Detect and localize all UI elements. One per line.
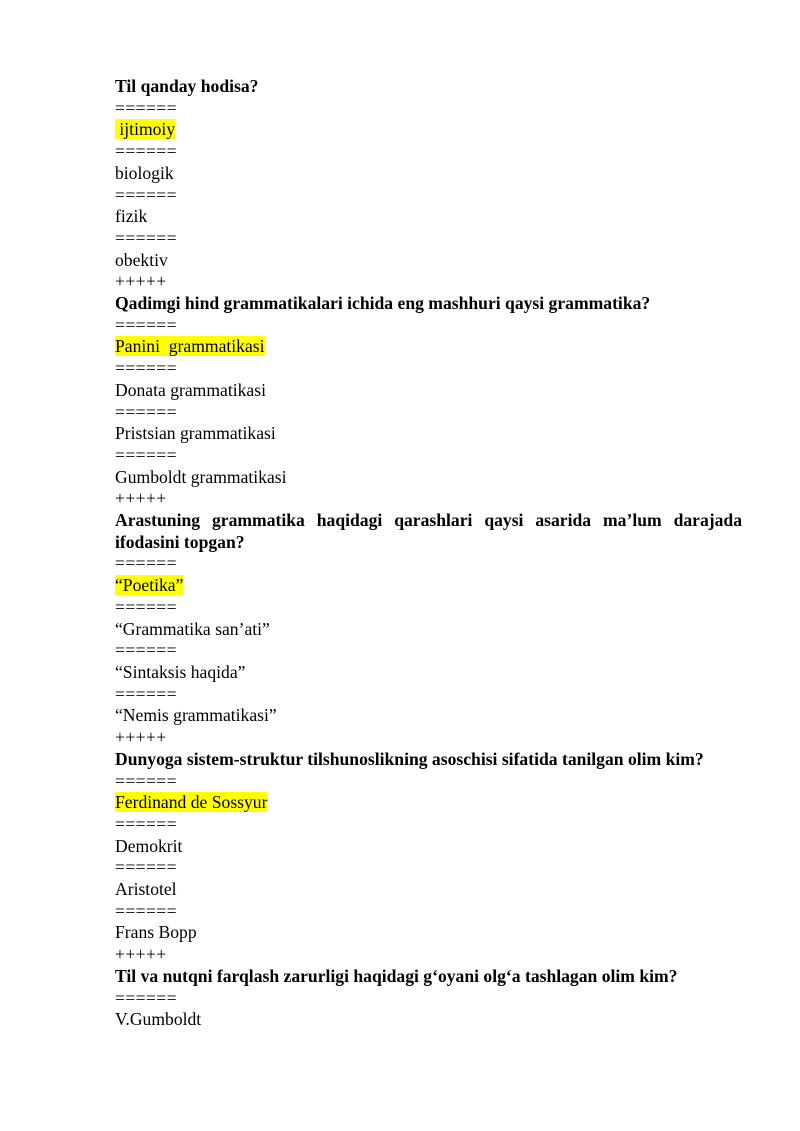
option-separator: ====== [115, 857, 177, 878]
answer-option: V.Gumboldt [115, 1009, 202, 1030]
option-separator: ====== [115, 141, 177, 162]
option-separator: ====== [115, 640, 177, 661]
question-end-marker: +++++ [115, 488, 167, 509]
correct-answer-option: Ferdinand de Sossyur [115, 792, 268, 813]
option-separator: ====== [115, 770, 177, 791]
question-text: Arastuning grammatika haqidagi qarashlari qaysi asarida ma’lum darajada ifodasini topgan? [115, 510, 742, 552]
question-text: Til va nutqni farqlash zarurligi haqidagi g‘oyani olg‘a tashlagan olim kim? [115, 965, 678, 986]
correct-answer-option: ijtimoiy [115, 119, 176, 140]
option-separator: ====== [115, 358, 177, 379]
answer-option: fizik [115, 206, 148, 227]
option-separator: ====== [115, 553, 177, 574]
option-separator: ====== [115, 444, 177, 465]
option-separator: ====== [115, 683, 177, 704]
answer-option: “Nemis grammatikasi” [115, 705, 277, 726]
question-text: Til qanday hodisa? [115, 76, 259, 96]
answer-option: Donata grammatikasi [115, 379, 266, 400]
option-separator: ====== [115, 314, 177, 335]
test-document [115, 76, 742, 1031]
question-end-marker: +++++ [115, 271, 167, 292]
question-end-marker: +++++ [115, 944, 167, 965]
answer-option: Gumboldt grammatikasi [115, 466, 287, 487]
option-separator: ====== [115, 227, 177, 248]
answer-option: Demokrit [115, 835, 183, 856]
option-separator: ====== [115, 596, 177, 617]
answer-option: biologik [115, 162, 174, 183]
question-text: Qadimgi hind grammatikalari ichida eng mashhuri qaysi grammatika? [115, 293, 651, 314]
answer-option: “Grammatika san’ati” [115, 618, 270, 639]
correct-answer-option: Panini grammatikasi [115, 336, 265, 357]
answer-option: Aristotel [115, 879, 177, 900]
answer-option: obektiv [115, 249, 168, 270]
option-separator: ====== [115, 401, 177, 422]
answer-option: Pristsian grammatikasi [115, 423, 276, 444]
option-separator: ====== [115, 987, 177, 1008]
option-separator: ====== [115, 97, 177, 118]
correct-answer-option: “Poetika” [115, 575, 184, 596]
option-separator: ====== [115, 900, 177, 921]
question-text: Dunyoga sistem-struktur tilshunoslikning asoschisi sifatida tanilgan olim kim? [115, 748, 704, 769]
answer-option: “Sintaksis haqida” [115, 661, 246, 682]
question-end-marker: +++++ [115, 727, 167, 748]
option-separator: ====== [115, 184, 177, 205]
answer-option: Frans Bopp [115, 922, 197, 943]
option-separator: ====== [115, 813, 177, 834]
